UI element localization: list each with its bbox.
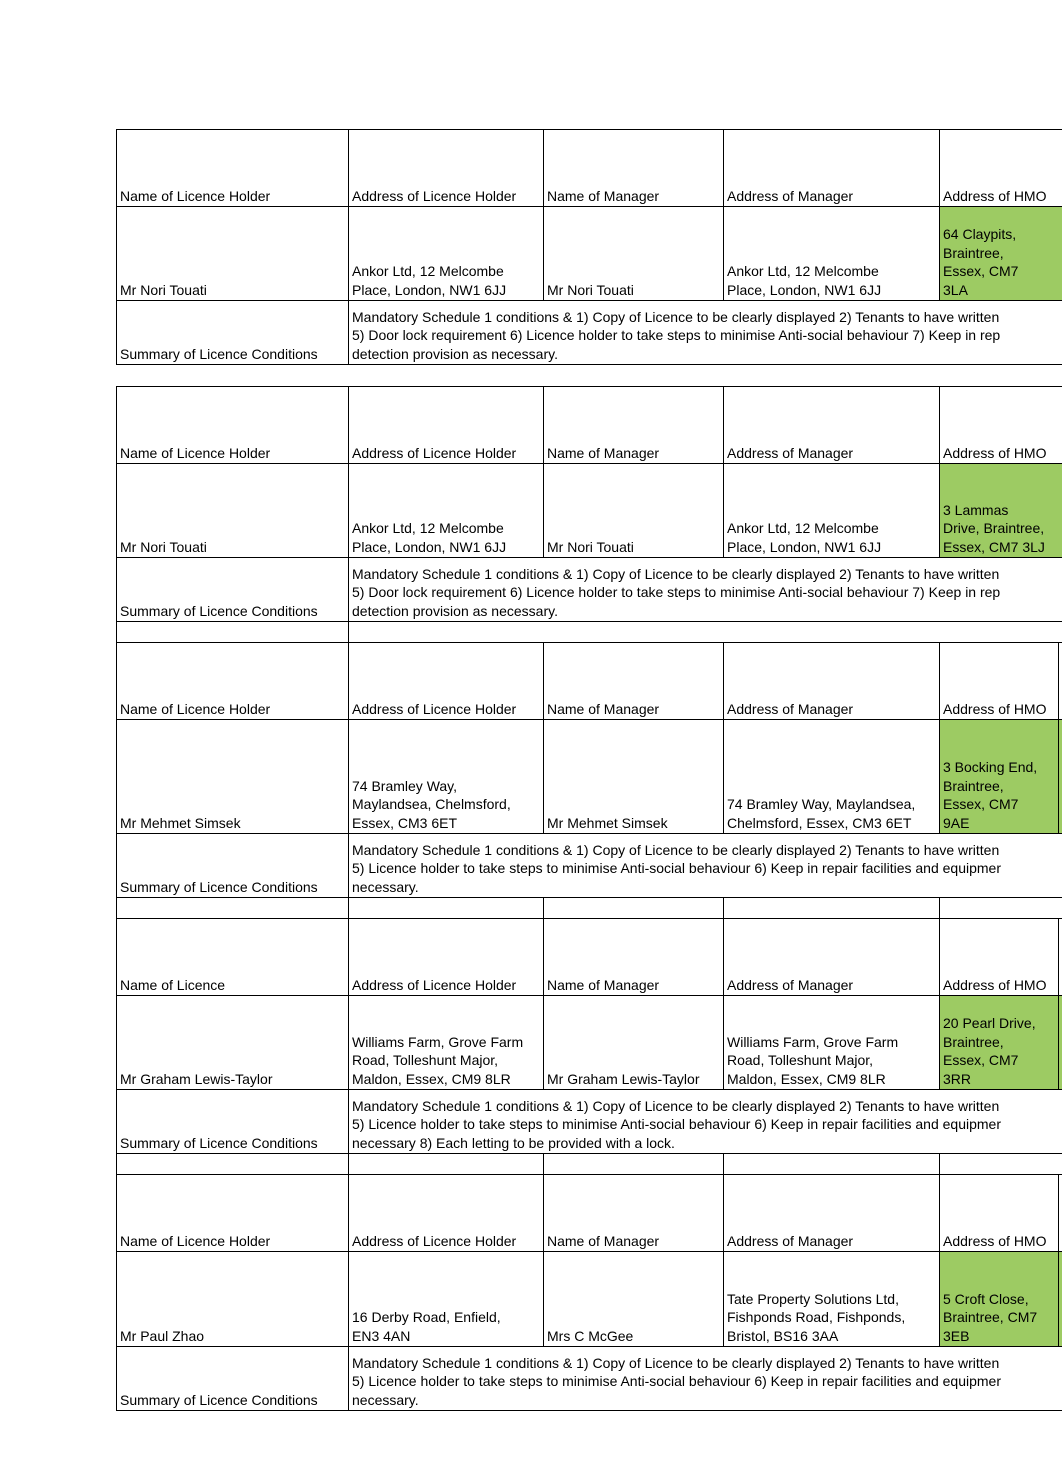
grid-line — [543, 386, 544, 557]
hmo-address: 64 Claypits, Braintree, Essex, CM7 3LA — [940, 207, 1062, 300]
grid-line — [116, 642, 117, 919]
grid-line — [1058, 1174, 1059, 1346]
grid-line — [116, 1174, 117, 1411]
grid-line — [348, 129, 349, 365]
grid-line — [723, 642, 724, 833]
grid-line — [723, 918, 724, 1089]
header-holder-address: Address of Licence Holder — [352, 444, 517, 461]
grid-line — [543, 1153, 544, 1174]
header-hmo-address: Address of HMO — [943, 700, 1047, 717]
header-manager: Name of Manager — [547, 1232, 660, 1249]
header-holder-address: Address of Licence Holder — [352, 700, 517, 717]
grid-line — [543, 129, 544, 300]
grid-line — [116, 918, 1062, 919]
grid-line — [348, 642, 349, 919]
grid-line — [116, 719, 1062, 720]
licence-holder-address: Williams Farm, Grove Farm Road, Tolleshunt Major, Maldon, Essex, CM9 8LR — [352, 1033, 524, 1087]
grid-line — [1058, 642, 1059, 833]
licence-holder-name: Mr Nori Touati — [120, 538, 207, 555]
licence-holder-name: Mr Paul Zhao — [120, 1327, 205, 1344]
licence-holder-address: 16 Derby Road, Enfield, EN3 4AN — [352, 1309, 501, 1344]
manager-name: Mr Nori Touati — [547, 281, 634, 298]
header-hmo-address: Address of HMO — [943, 976, 1047, 993]
header-manager: Name of Manager — [547, 976, 660, 993]
grid-line — [1058, 918, 1059, 1089]
header-licence-holder: Name of Licence — [120, 976, 226, 993]
manager-name: Mr Graham Lewis-Taylor — [547, 1070, 700, 1087]
header-manager-address: Address of Manager — [727, 976, 854, 993]
manager-address: 74 Bramley Way, Maylandsea, Chelmsford, Essex, CM3 6ET — [727, 796, 916, 831]
header-holder-address: Address of Licence Holder — [352, 1232, 517, 1249]
grid-line — [116, 1174, 1062, 1175]
summary-text: Mandatory Schedule 1 conditions & 1) Copy of Licence to be clearly displayed 2) Tenants to have written 5) Door lock requirement 6) Licence holder to take steps to minimise Anti-social behaviour 7) Keep in rep detection provision as necessary. — [352, 565, 1001, 619]
header-hmo-address: Address of HMO — [943, 187, 1047, 204]
grid-line — [116, 621, 1062, 622]
grid-line — [116, 557, 1062, 558]
manager-name: Mr Mehmet Simsek — [547, 814, 668, 831]
grid-line — [116, 897, 1062, 898]
grid-line — [543, 918, 544, 1089]
manager-address: Williams Farm, Grove Farm Road, Tolleshunt Major, Maldon, Essex, CM9 8LR — [727, 1033, 899, 1087]
header-manager: Name of Manager — [547, 700, 660, 717]
header-manager: Name of Manager — [547, 187, 660, 204]
header-hmo-address: Address of HMO — [943, 444, 1047, 461]
hmo-address: 3 Bocking End, Braintree, Essex, CM7 9AE — [940, 720, 1062, 833]
summary-text: Mandatory Schedule 1 conditions & 1) Copy of Licence to be clearly displayed 2) Tenants to have written 5) Door lock requirement 6) Licence holder to take steps to minimise Anti-social behaviour 7) Keep in rep detection provision as necessary. — [352, 308, 1001, 362]
header-holder-address: Address of Licence Holder — [352, 976, 517, 993]
summary-label: Summary of Licence Conditions — [120, 1134, 318, 1151]
summary-text: Mandatory Schedule 1 conditions & 1) Copy of Licence to be clearly displayed 2) Tenants to have written 5) Licence holder to take steps to minimise Anti-social behaviour 6) Keep in repair facilities and equipmer necessary. — [352, 1354, 1002, 1408]
header-licence-holder: Name of Licence Holder — [120, 187, 271, 204]
header-licence-holder: Name of Licence Holder — [120, 444, 271, 461]
grid-line — [116, 642, 1062, 643]
manager-address: Tate Property Solutions Ltd, Fishponds Road, Fishponds, Bristol, BS16 3AA — [727, 1290, 906, 1344]
grid-line — [939, 642, 940, 833]
grid-line — [723, 897, 724, 918]
licence-holder-name: Mr Nori Touati — [120, 281, 207, 298]
header-licence-holder: Name of Licence Holder — [120, 700, 271, 717]
grid-line — [939, 386, 940, 557]
licence-holder-name: Mr Graham Lewis-Taylor — [120, 1070, 273, 1087]
hmo-address: 3 Lammas Drive, Braintree, Essex, CM7 3LJ — [940, 464, 1062, 557]
grid-line — [939, 897, 940, 918]
licence-holder-address: 74 Bramley Way, Maylandsea, Chelmsford, Essex, CM3 6ET — [352, 777, 511, 831]
grid-line — [116, 386, 1062, 387]
grid-line — [116, 1346, 1062, 1347]
grid-line — [543, 1174, 544, 1346]
manager-name: Mr Nori Touati — [547, 538, 634, 555]
summary-text: Mandatory Schedule 1 conditions & 1) Copy of Licence to be clearly displayed 2) Tenants to have written 5) Licence holder to take steps to minimise Anti-social behaviour 6) Keep in repair facilities and equipmer necessary. — [352, 841, 1002, 895]
grid-line — [116, 386, 117, 643]
grid-line — [939, 918, 940, 1089]
grid-line — [348, 918, 349, 1175]
summary-label: Summary of Licence Conditions — [120, 1391, 318, 1408]
grid-line — [116, 300, 1062, 301]
grid-line — [543, 897, 544, 918]
header-licence-holder: Name of Licence Holder — [120, 1232, 271, 1249]
manager-address: Ankor Ltd, 12 Melcombe Place, London, NW1 6JJ — [727, 520, 882, 555]
manager-name: Mrs C McGee — [547, 1327, 634, 1344]
licence-holder-address: Ankor Ltd, 12 Melcombe Place, London, NW1 6JJ — [352, 520, 507, 555]
header-manager: Name of Manager — [547, 444, 660, 461]
licence-holder-address: Ankor Ltd, 12 Melcombe Place, London, NW1 6JJ — [352, 263, 507, 298]
grid-line — [116, 364, 1062, 365]
grid-line — [116, 918, 117, 1175]
grid-line — [723, 1153, 724, 1174]
header-hmo-address: Address of HMO — [943, 1232, 1047, 1249]
manager-address: Ankor Ltd, 12 Melcombe Place, London, NW1 6JJ — [727, 263, 882, 298]
grid-line — [723, 1174, 724, 1346]
summary-text: Mandatory Schedule 1 conditions & 1) Copy of Licence to be clearly displayed 2) Tenants to have written 5) Licence holder to take steps to minimise Anti-social behaviour 6) Keep in repair facilities and equipmer necessary 8) Each letting to be provided with a lock. — [352, 1097, 1002, 1151]
summary-label: Summary of Licence Conditions — [120, 345, 318, 362]
header-manager-address: Address of Manager — [727, 1232, 854, 1249]
header-manager-address: Address of Manager — [727, 444, 854, 461]
grid-line — [939, 129, 940, 300]
grid-line — [723, 386, 724, 557]
grid-line — [116, 1410, 1062, 1411]
hmo-address: 5 Croft Close, Braintree, CM7 3EB — [940, 1252, 1062, 1346]
grid-line — [348, 386, 349, 643]
grid-line — [348, 1174, 349, 1411]
header-manager-address: Address of Manager — [727, 700, 854, 717]
grid-line — [543, 642, 544, 833]
grid-line — [939, 1174, 940, 1346]
grid-line — [116, 129, 1062, 130]
grid-line — [116, 129, 117, 365]
grid-line — [116, 1251, 1062, 1252]
grid-line — [939, 1153, 940, 1174]
grid-line — [116, 463, 1062, 464]
hmo-address: 20 Pearl Drive, Braintree, Essex, CM7 3RR — [940, 996, 1062, 1089]
grid-line — [116, 995, 1062, 996]
header-holder-address: Address of Licence Holder — [352, 187, 517, 204]
grid-line — [723, 129, 724, 300]
grid-line — [116, 1089, 1062, 1090]
summary-label: Summary of Licence Conditions — [120, 602, 318, 619]
grid-line — [116, 1153, 1062, 1154]
grid-line — [116, 206, 1062, 207]
licence-holder-name: Mr Mehmet Simsek — [120, 814, 241, 831]
header-manager-address: Address of Manager — [727, 187, 854, 204]
grid-line — [116, 833, 1062, 834]
summary-label: Summary of Licence Conditions — [120, 878, 318, 895]
